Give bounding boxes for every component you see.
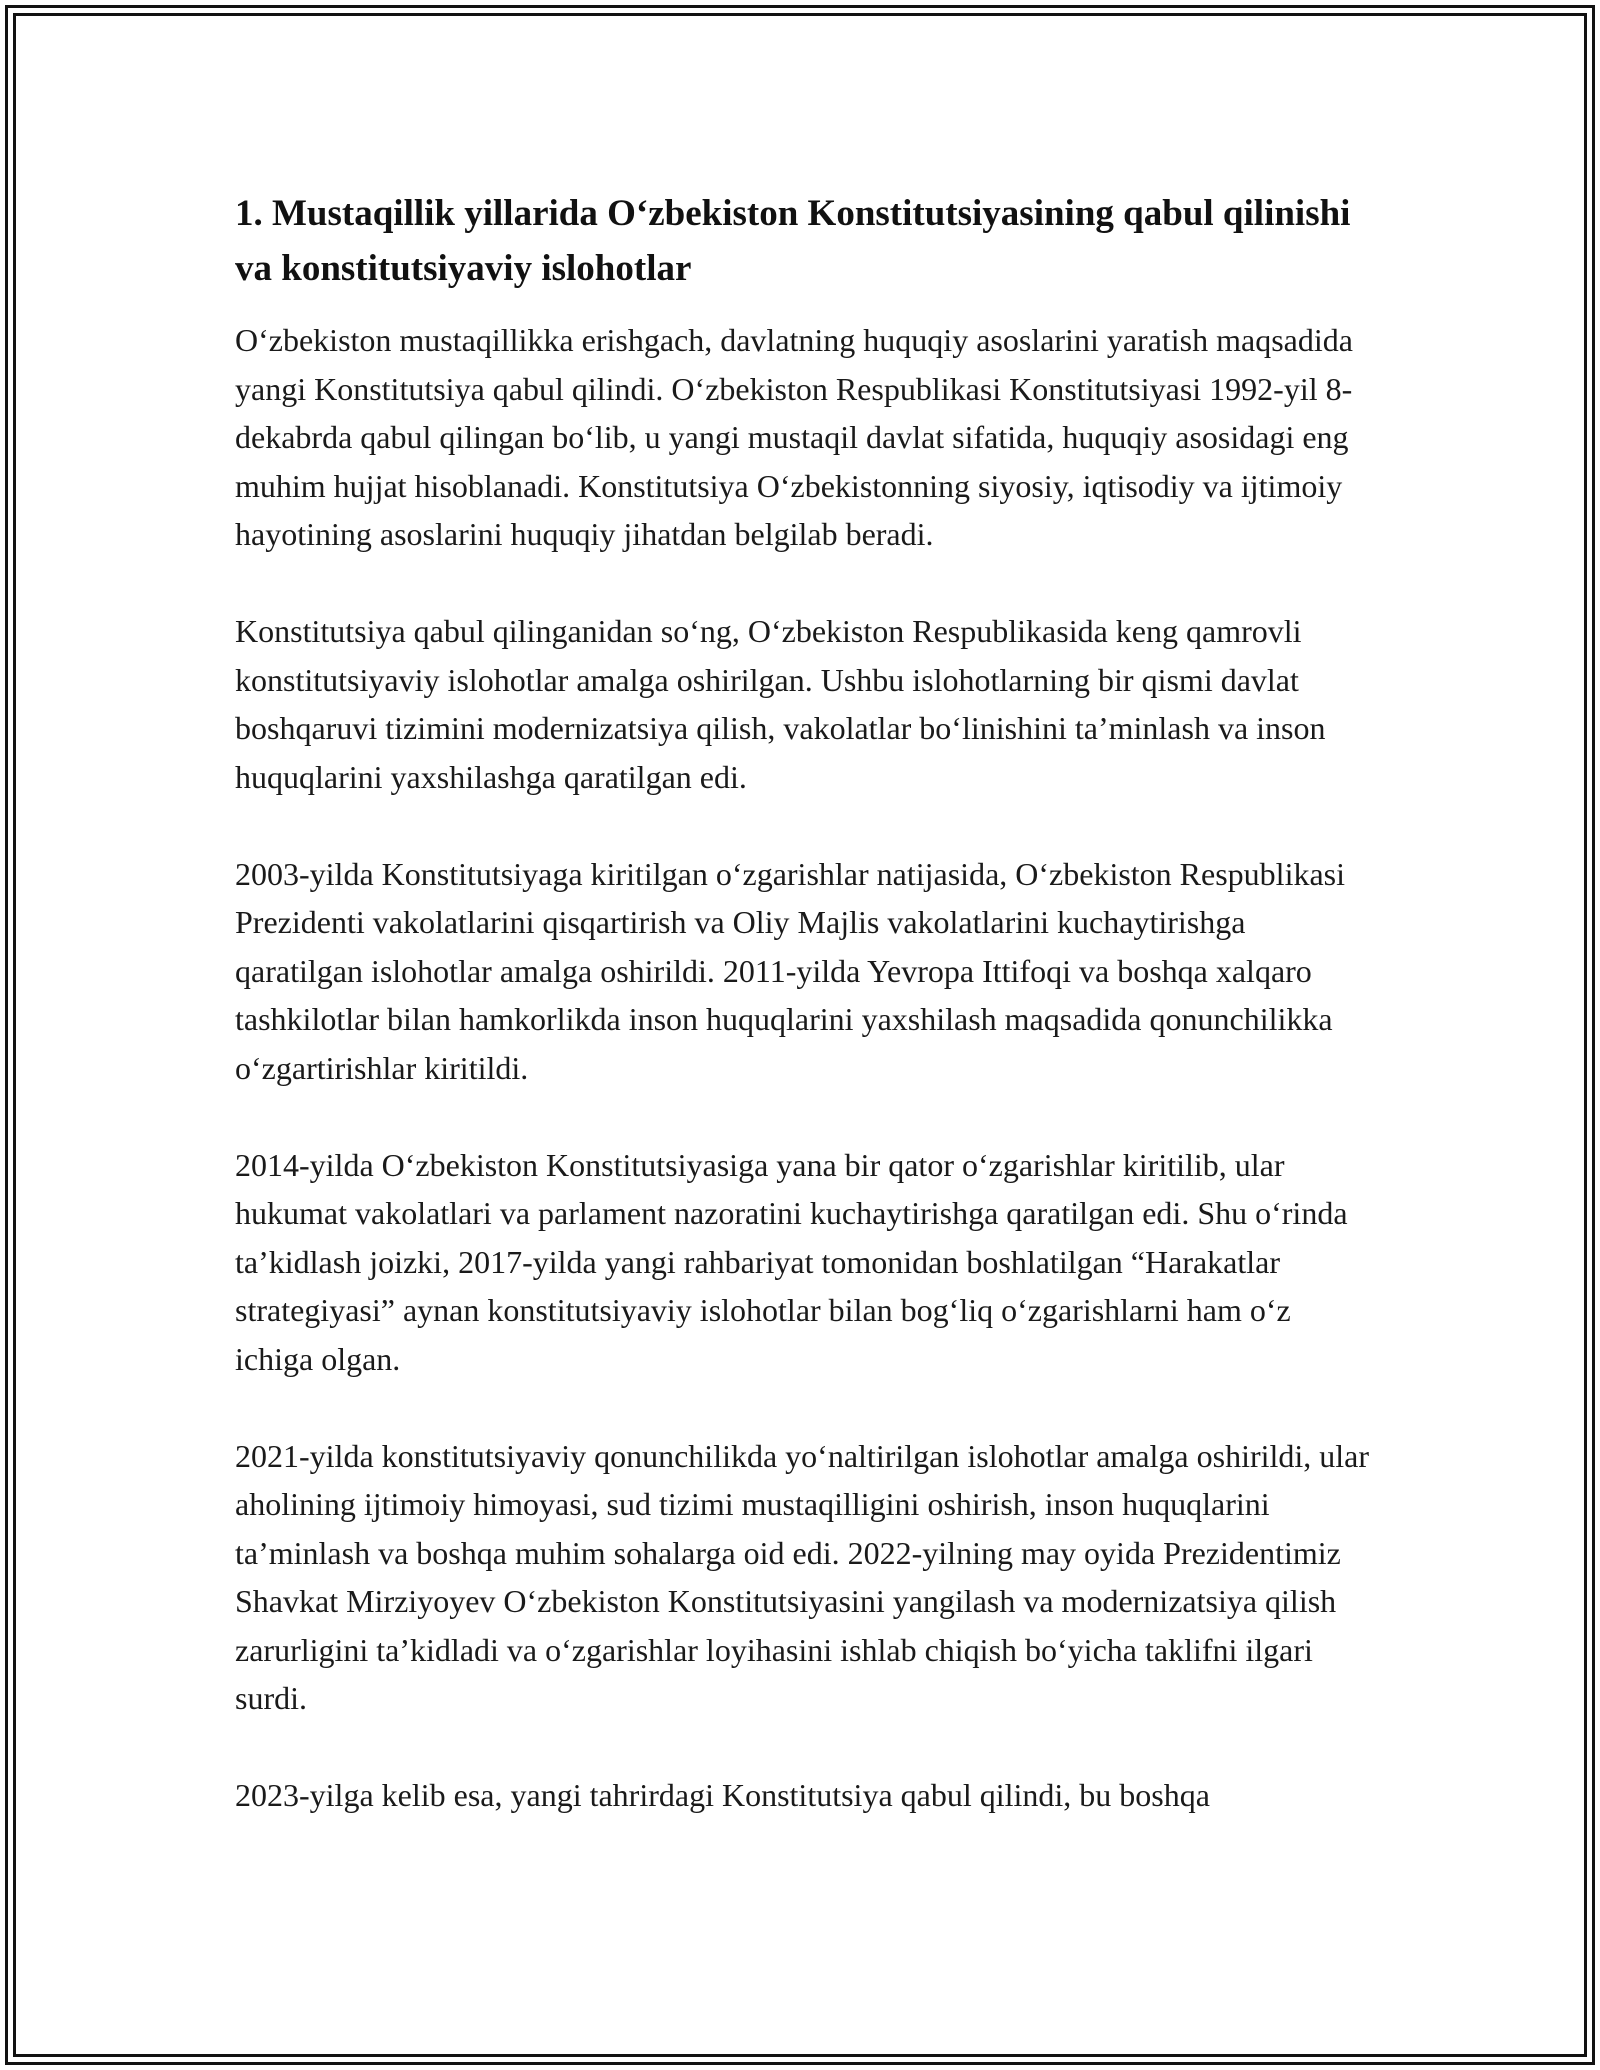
paragraph-3: 2003-yilda Konstitutsiyaga kiritilgan o‘zgarishlar natijasida, O‘zbekiston Respublikasi Prezidenti vakolatlarini qisqartirish va Oliy Majlis vakolatlarini kuchaytirishga qaratilgan islohotlar amalga oshirildi. 2011-yilda Yevropa Ittifoqi va boshqa xalqaro tashkilotlar bilan hamkorlikda inson huquqlarini yaxshilash maqsadida qonunchilikka o‘zgartirishlar kiritildi. xyxy=(235,855,1345,1086)
paragraph-4: 2014-yilda O‘zbekiston Konstitutsiyasiga yana bir qator o‘zgarishlar kiritilib, ular hukumat vakolatlari va parlament nazoratini kuchaytirishga qaratilgan edi. Shu o‘rinda ta’kidlash joizki, 2017-yilda yangi rahbariyat tomonidan boshlatilgan “Harakatlar strategiyasi” aynan konstitutsiyaviy islohotlar bilan bog‘liq o‘zgarishlarni ham o‘z ichiga olgan. xyxy=(235,1146,1348,1377)
paragraph-6: 2023-yilga kelib esa, yangi tahrirdagi Konstitutsiya qabul qilindi, bu boshqa xyxy=(235,1777,1210,1813)
paragraph-5: 2021-yilda konstitutsiyaviy qonunchilikda yo‘naltirilgan islohotlar amalga oshirildi, ular aholining ijtimoiy himoyasi, sud tizimi mustaqilligini oshirish, inson huquqlarini ta’minlash va boshqa muhim sohalarga oid edi. 2022-yilning may oyida Prezidentimiz Shavkat Mirziyoyev O‘zbekiston Konstitutsiyasini yangilash va modernizatsiya qilish zarurligini ta’kidladi va o‘zgarishlar loyihasini ishlab chiqish bo‘yicha taklifni ilgari surdi. xyxy=(235,1437,1370,1716)
section-heading: 1. Mustaqillik yillarida O‘zbekiston Konstitutsiyasining qabul qilinishi va konstitutsiyaviy islohotlar xyxy=(235,193,1351,289)
document-body xyxy=(235,186,1375,1868)
paragraph-2: Konstitutsiya qabul qilinganidan so‘ng, O‘zbekiston Respublikasida keng qamrovli konstitutsiyaviy islohotlar amalga oshirilgan. Ushbu islohotlarning bir qismi davlat boshqaruvi tizimini modernizatsiya qilish, vakolatlar bo‘linishini ta’minlash va inson huquqlarini yaxshilashga qaratilgan edi. xyxy=(235,613,1326,795)
paragraph-1: O‘zbekiston mustaqillikka erishgach, davlatning huquqiy asoslarini yaratish maqsadida yangi Konstitutsiya qabul qilindi. O‘zbekiston Respublikasi Konstitutsiyasi 1992-yil 8-dekabrda qabul qilingan bo‘lib, u yangi mustaqil davlat sifatida, huquqiy asosidagi eng muhim hujjat hisoblanadi. Konstitutsiya O‘zbekistonning siyosiy, iqtisodiy va ijtimoiy hayotining asoslarini huquqiy jihatdan belgilab beradi. xyxy=(235,322,1353,552)
